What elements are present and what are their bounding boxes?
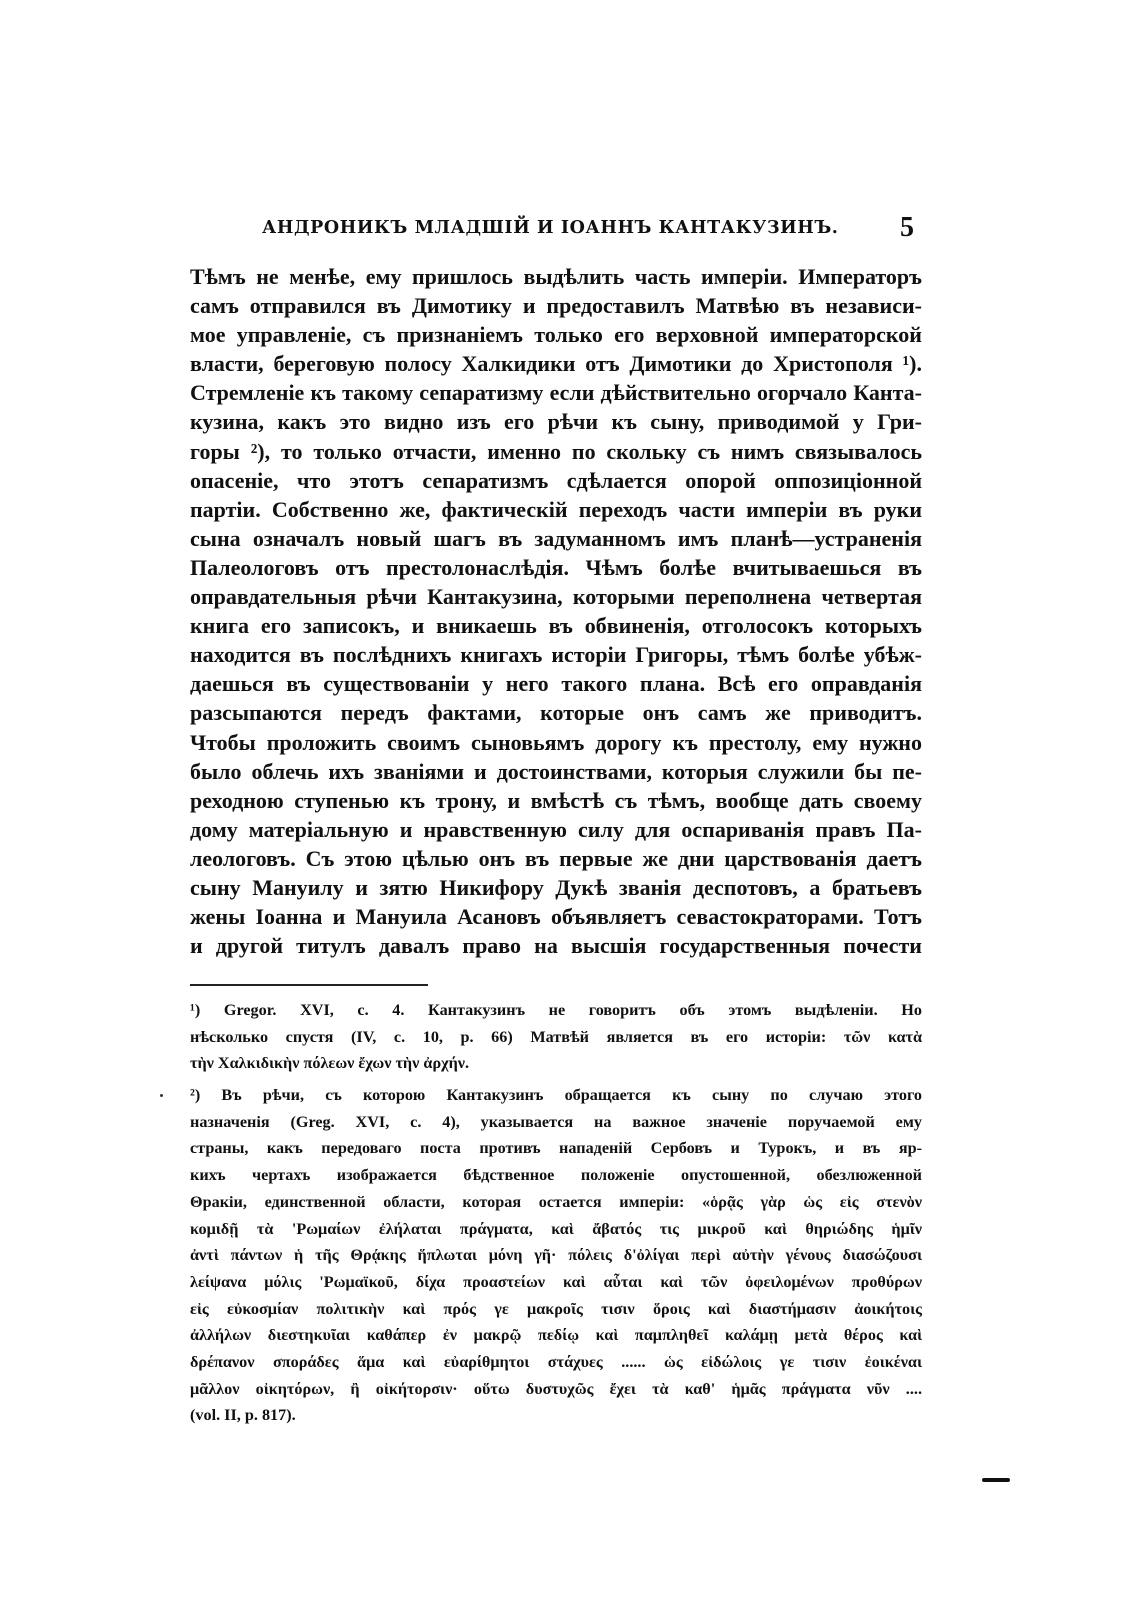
footnote-line: τὴν Χαλκιδικὴν πόλεων ἔχων τὴν ἀρχήν. [190, 1054, 470, 1073]
text-line: Палеологовъ отъ престолонаслѣдія. Чѣмъ болѣе вчитываешься въ [190, 554, 922, 580]
text-line: сына означалъ новый шагъ въ задуманномъ имъ планѣ—устраненія [190, 525, 922, 551]
footnote-line: нѣсколько спустя (IV, c. 10, p. 66) Матвѣй является въ его исторіи: τῶν κατὰ [190, 1027, 922, 1046]
text-line: Чтобы проложить своимъ сыновьямъ дорогу къ престолу, ему нужно [190, 729, 922, 755]
footnote-line: Θракіи, единственной области, которая остается имперіи: «ὁρᾷς γὰρ ὡς εἰς στενὸν [190, 1192, 922, 1211]
text-line: даешься въ существованіи у него такого плана. Всѣ его оправданія [190, 671, 922, 697]
footnote-line: εἰς εὐκοσμίαν πολιτικὴν καὶ πρός γε μακροῖς τισιν ὅροις καὶ διαστήμασιν ἀοικήτοις [190, 1299, 922, 1318]
footnote-2 [190, 1082, 922, 1429]
text-line: партіи. Собственно же, фактическій переходъ части имперіи въ руки [190, 496, 922, 522]
footnote-line: кихъ чертахъ изображается бѣдственное положеніе опустошенной, обезлюженной [190, 1166, 922, 1185]
text-line: было облечь ихъ званіями и достоинствами, которыя служили бы пе- [190, 758, 922, 784]
footnote-line: страны, какъ передоваго поста противъ нападеній Сербовъ и Турокъ, и въ яр- [190, 1139, 922, 1158]
running-title: АНДРОНИКЪ МЛАДШІЙ И ІОАННЪ КАНТАКУЗИНЪ. [262, 218, 839, 238]
footnote-line: λείψανα μόλις 'Ρωμαϊκοῦ, δίχα προαστείων καὶ αὗται καὶ τῶν ὀφειλομένων προθύρων [190, 1272, 922, 1291]
page-dash-mark [982, 1478, 1010, 1482]
text-line: горы ²), то только отчасти, именно по скольку съ нимъ связывалось [190, 438, 922, 464]
footnote-line: ²) Въ рѣчи, съ которою Кантакузинъ обращается къ сыну по случаю этого [190, 1086, 922, 1105]
footnote-line: δρέπανον σποράδες ἅμα καὶ εὐαρίθμητοι στάχυες ...... ὡς εἰδώλοις γε τισιν ἐοικέναι [190, 1352, 922, 1371]
text-line: Тѣмъ не менѣе, ему пришлось выдѣлить часть имперіи. Императоръ [190, 264, 922, 289]
text-line: дому матеріальную и нравственную силу для оспариванія правъ Па- [190, 816, 922, 842]
text-line: разсыпаются передъ фактами, которые онъ самъ же приводитъ. [190, 700, 922, 726]
footnote-line: (vol. II, p. 817). [190, 1406, 296, 1425]
footnote-line: ἀλλήλων διεστηκυῖαι καθάπερ ἐν μακρῷ πεδίῳ καὶ παμπληθεῖ καλάμῃ μετὰ θέρος καὶ [190, 1326, 922, 1345]
text-line: оправдательныя рѣчи Кантакузина, которыми переполнена четвертая [190, 584, 922, 610]
footnote-1 [190, 997, 922, 1077]
text-line: опасеніе, что этотъ сепаратизмъ сдѣлается опорой оппозиціонной [190, 467, 922, 493]
text-line: леологовъ. Съ этою цѣлью онъ въ первые же дни царствованія даетъ [190, 845, 922, 871]
text-line: мое управленіе, съ признаніемъ только его верховной императорской [190, 322, 922, 348]
text-line: реходною ступенью къ трону, и вмѣстѣ съ тѣмъ, вообще дать своему [190, 787, 922, 813]
text-line: и другой титулъ давалъ право на высшія государственныя почести [190, 933, 922, 959]
footnotes [190, 997, 922, 1429]
main-text [190, 262, 922, 960]
text-line: жены Іоанна и Мануила Асановъ объявляетъ севастократорами. Тотъ [190, 904, 922, 930]
footnote-line: ἀντὶ πάντων ἡ τῆς Θρᾴκης ἥπλωται μόνη γῆ· πόλεις δ'ὀλίγαι περὶ αὐτὴν γένους διασώζουσι [190, 1246, 922, 1265]
text-line: Стремленіе къ такому сепаратизму если дѣйствительно огорчало Канта- [190, 380, 922, 406]
footnote-line: ¹) Gregor. XVI, c. 4. Кантакузинъ не говоритъ объ этомъ выдѣленіи. Но [190, 1001, 922, 1019]
text-line: кузина, какъ это видно изъ его рѣчи къ сыну, приводимой у Гри- [190, 409, 922, 435]
footnote-line: κομιδῇ τὰ 'Ρωμαίων ἐλήλαται πράγματα, καὶ ἄβατός τις μικροῦ καὶ θηριώδης ἡμῖν [190, 1219, 922, 1238]
text-line: сыну Мануилу и зятю Никифору Дукѣ званія деспотовъ, а братьевъ [190, 874, 922, 900]
text-line: самъ отправился въ Димотику и предоставилъ Матвѣю въ независи- [190, 293, 922, 319]
text-line: книга его записокъ, и вникаешь въ обвиненія, отголосокъ которыхъ [190, 613, 922, 639]
print-speck [160, 1094, 163, 1097]
running-header [190, 214, 920, 248]
footnote-line: μᾶλλον οἰκητόρων, ἢ οἰκήτορσιν· οὕτω δυστυχῶς ἔχει τὰ καθ' ἡμᾶς πράγματα νῦν .... [190, 1379, 922, 1398]
footnote-separator [190, 984, 428, 986]
text-line: находится въ послѣднихъ книгахъ исторіи Григоры, тѣмъ болѣе убѣж- [190, 642, 922, 668]
page-number: 5 [900, 212, 914, 243]
footnote-line: назначенія (Greg. XVI, c. 4), указывается на важное значеніе поручаемой ему [190, 1112, 922, 1131]
text-line: власти, береговую полосу Халкидики отъ Димотики до Христополя ¹). [190, 351, 922, 377]
